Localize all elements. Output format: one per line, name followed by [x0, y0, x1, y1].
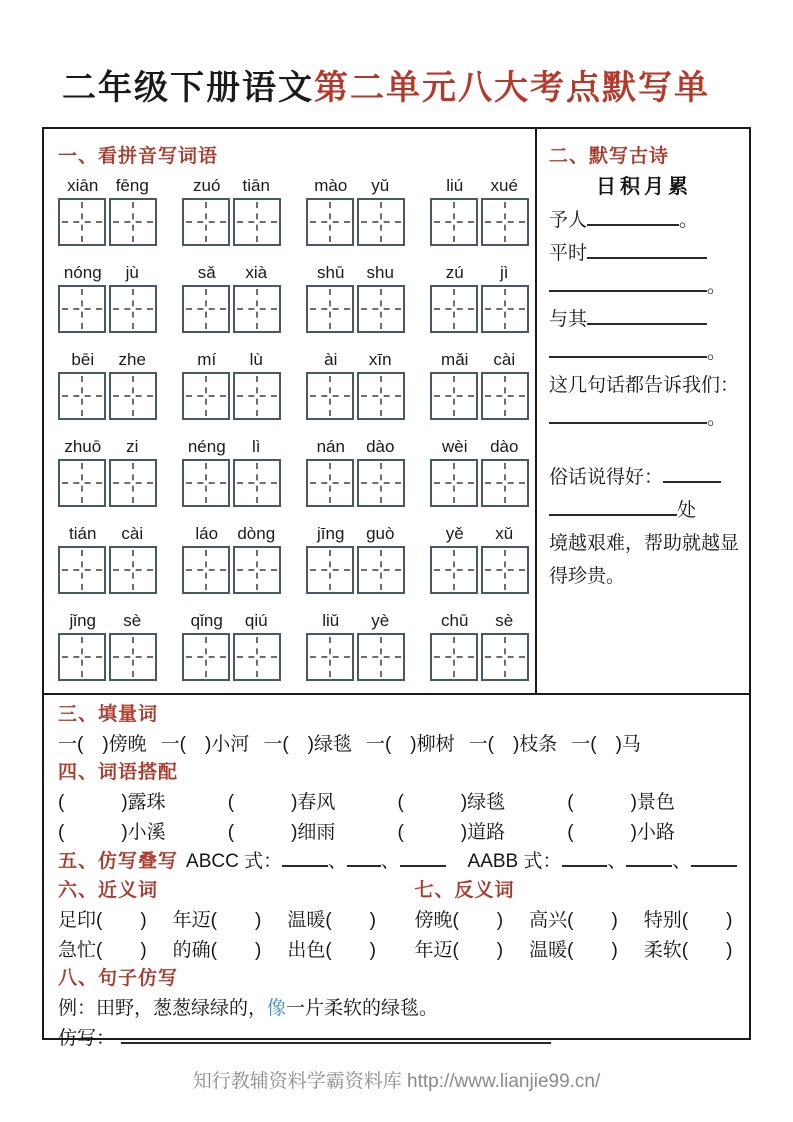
pinyin-word-group — [306, 433, 405, 507]
writing-box[interactable] — [182, 546, 230, 594]
writing-box[interactable] — [182, 198, 230, 246]
pinyin-label: nán dào — [316, 437, 395, 456]
pinyin-label: mào yǔ — [314, 176, 390, 195]
pinyin-word-group — [58, 607, 157, 681]
writing-box[interactable] — [306, 459, 354, 507]
bottom-sections — [44, 695, 749, 1054]
writing-box[interactable] — [357, 285, 405, 333]
writing-box[interactable] — [430, 285, 478, 333]
pinyin-word-group — [306, 520, 405, 594]
pinyin-row — [58, 433, 535, 507]
pinyin-word-group — [58, 259, 157, 333]
fill-blank[interactable] — [549, 409, 707, 424]
section1-header: 一、看拼音写词语 — [58, 146, 219, 167]
writing-box[interactable] — [357, 372, 405, 420]
pinyin-label: liú xué — [446, 176, 518, 195]
antonym-row: 傍晚( ) 高兴( ) 特别( ) — [414, 910, 733, 931]
pinyin-word-group — [430, 259, 529, 333]
pinyin-label: zhuō zi — [64, 437, 139, 456]
pinyin-row — [58, 259, 535, 333]
pinyin-word-group — [306, 607, 405, 681]
pinyin-label: zuó tiān — [193, 176, 270, 195]
section-poem — [537, 129, 749, 693]
writing-box[interactable] — [430, 459, 478, 507]
example-highlight-word: 像 — [267, 998, 287, 1019]
poem-line: 境越艰难，帮助就越显 — [548, 533, 739, 554]
section2-header: 二、默写古诗 — [548, 146, 669, 167]
poem-line: 处 — [549, 494, 739, 527]
pinyin-label: zú jì — [445, 263, 509, 282]
synonym-row: 足印( ) 年迈( ) 温暖( ) — [58, 910, 376, 931]
writing-box[interactable] — [233, 546, 281, 594]
fill-blank[interactable] — [587, 244, 707, 259]
poem-line: 与其 — [549, 303, 739, 336]
footer-credit: 知行教辅资料学霸资料库 http://www.lianjie99.cn/ — [192, 1071, 601, 1092]
fill-blank[interactable] — [549, 277, 707, 292]
fill-blank[interactable] — [347, 852, 381, 867]
pinyin-label: ài xīn — [324, 350, 392, 369]
writing-box[interactable] — [182, 633, 230, 681]
writing-box[interactable] — [357, 459, 405, 507]
page-title-black: 二年级下册语文 — [62, 69, 314, 107]
writing-box[interactable] — [109, 285, 157, 333]
pinyin-word-group — [182, 520, 281, 594]
writing-box[interactable] — [306, 633, 354, 681]
writing-box[interactable] — [109, 372, 157, 420]
writing-box[interactable] — [233, 198, 281, 246]
writing-box[interactable] — [481, 459, 529, 507]
fill-blank[interactable] — [663, 468, 721, 483]
pinyin-word-group — [58, 172, 157, 246]
pinyin-label: jīng guò — [317, 524, 395, 543]
writing-box[interactable] — [357, 633, 405, 681]
pinyin-word-group — [182, 259, 281, 333]
pinyin-word-group — [306, 346, 405, 420]
measure-words-row: 一( )傍晚 一( )小河 一( )绿毯 一( )柳树 一( )枝条 一( )马 — [58, 734, 641, 755]
poem-line: 得珍贵。 — [548, 566, 625, 587]
writing-box[interactable] — [109, 633, 157, 681]
fill-blank[interactable] — [400, 852, 446, 867]
writing-box[interactable] — [58, 198, 106, 246]
pinyin-word-group — [58, 520, 157, 594]
writing-box[interactable] — [58, 372, 106, 420]
fill-blank[interactable] — [562, 852, 608, 867]
section-antonyms — [414, 878, 737, 966]
section7-header: 七、反义词 — [414, 880, 515, 901]
pinyin-word-group — [182, 172, 281, 246]
fill-blank[interactable] — [282, 852, 328, 867]
writing-box[interactable] — [58, 285, 106, 333]
word-match-row: ( )小溪 ( )细雨 ( )道路 ( )小路 — [58, 822, 675, 843]
pinyin-label: néng lì — [187, 437, 261, 456]
fill-blank[interactable] — [549, 343, 707, 358]
pinyin-label: shū shu — [317, 263, 394, 282]
pinyin-word-group — [182, 346, 281, 420]
sentence-copy-line: 仿写： — [58, 1024, 737, 1054]
pinyin-label: nóng jù — [63, 263, 139, 282]
writing-box[interactable] — [481, 546, 529, 594]
section3-header: 三、填量词 — [58, 704, 159, 725]
section6-header: 六、近义词 — [58, 880, 159, 901]
writing-box[interactable] — [182, 372, 230, 420]
poem-subtitle: 日积月累 — [595, 176, 692, 198]
writing-box[interactable] — [481, 285, 529, 333]
writing-box[interactable] — [481, 633, 529, 681]
pinyin-label: wèi dào — [441, 437, 519, 456]
writing-box[interactable] — [306, 546, 354, 594]
word-match-row: ( )露珠 ( )春风 ( )绿毯 ( )景色 — [58, 792, 675, 813]
pinyin-label: liǔ yè — [322, 611, 390, 630]
poem-line: 予人 。 — [548, 210, 699, 231]
worksheet-frame — [42, 127, 751, 1049]
pinyin-word-group — [182, 433, 281, 507]
poem-line: 。 — [549, 270, 739, 303]
pinyin-label: bēi zhe — [71, 350, 146, 369]
writing-box[interactable] — [357, 198, 405, 246]
pinyin-label: láo dòng — [195, 524, 276, 543]
writing-box[interactable] — [481, 198, 529, 246]
writing-box[interactable] — [306, 372, 354, 420]
pinyin-word-group — [430, 520, 529, 594]
writing-box[interactable] — [357, 546, 405, 594]
writing-box[interactable] — [109, 198, 157, 246]
writing-box[interactable] — [306, 198, 354, 246]
writing-box[interactable] — [430, 633, 478, 681]
section8-header: 八、句子仿写 — [58, 968, 179, 989]
writing-box[interactable] — [182, 459, 230, 507]
pinyin-row — [58, 607, 535, 681]
writing-box[interactable] — [233, 372, 281, 420]
top-panels — [44, 129, 749, 695]
section4-header: 四、词语搭配 — [58, 762, 179, 783]
writing-box[interactable] — [430, 372, 478, 420]
writing-box[interactable] — [306, 285, 354, 333]
writing-box[interactable] — [233, 459, 281, 507]
writing-box[interactable] — [233, 633, 281, 681]
page-title — [62, 60, 710, 109]
pinyin-row — [58, 346, 535, 420]
pinyin-word-group — [306, 259, 405, 333]
synonym-antonym-columns — [58, 878, 737, 966]
pinyin-label: mí lù — [197, 350, 263, 369]
pinyin-label: sǎ xià — [197, 263, 268, 282]
pinyin-label: jǐng sè — [69, 611, 142, 630]
pinyin-label: chū sè — [441, 611, 514, 630]
writing-box[interactable] — [233, 285, 281, 333]
reduplication-line: 五、仿写叠写 ABCC 式： 、 、 AABB 式： 、 、 — [58, 848, 737, 878]
fill-blank[interactable] — [587, 310, 707, 325]
synonym-row: 急忙( ) 的确( ) 出色( ) — [58, 940, 376, 961]
pinyin-word-group — [182, 607, 281, 681]
pinyin-word-group — [430, 607, 529, 681]
writing-box[interactable] — [109, 459, 157, 507]
writing-box[interactable] — [109, 546, 157, 594]
fill-blank[interactable] — [121, 1029, 551, 1044]
pinyin-label: tián cài — [69, 524, 144, 543]
writing-box[interactable] — [430, 198, 478, 246]
pinyin-label: xiān fēng — [67, 176, 149, 195]
writing-box[interactable] — [481, 372, 529, 420]
antonym-row: 年迈( ) 温暖( ) 柔软( ) — [414, 940, 733, 961]
pinyin-word-group — [58, 433, 157, 507]
fill-blank[interactable] — [626, 852, 672, 867]
fill-blank[interactable] — [587, 211, 679, 226]
poem-line: 平时 — [549, 237, 739, 270]
section-pinyin — [44, 129, 537, 693]
writing-box[interactable] — [58, 633, 106, 681]
writing-box[interactable] — [182, 285, 230, 333]
poem-line: 。 — [549, 336, 739, 369]
section-synonyms — [58, 878, 414, 966]
writing-box[interactable] — [430, 546, 478, 594]
pinyin-word-group — [430, 346, 529, 420]
poem-line: 俗话说得好： — [549, 461, 739, 494]
pinyin-row — [58, 520, 535, 594]
pinyin-label: mǎi cài — [441, 350, 516, 369]
pinyin-label: qǐng qiú — [190, 611, 268, 630]
writing-box[interactable] — [58, 459, 106, 507]
sentence-example: 例：田野，葱葱绿绿的，像一片柔软的绿毯。 — [58, 998, 439, 1019]
page-title-red: 第二单元八大考点默写单 — [314, 69, 710, 107]
writing-box[interactable] — [58, 546, 106, 594]
fill-blank[interactable] — [549, 501, 677, 516]
pinyin-row — [58, 172, 535, 246]
pinyin-word-group — [306, 172, 405, 246]
pinyin-word-group — [58, 346, 157, 420]
section5-header: 五、仿写叠写 — [58, 851, 179, 872]
poem-line: 这几句话都告诉我们： — [548, 375, 739, 396]
fill-blank[interactable] — [691, 852, 737, 867]
pinyin-word-group — [430, 433, 529, 507]
pinyin-label: yě xǔ — [445, 524, 514, 543]
pinyin-word-group — [430, 172, 529, 246]
poem-line: 。 — [549, 402, 739, 435]
